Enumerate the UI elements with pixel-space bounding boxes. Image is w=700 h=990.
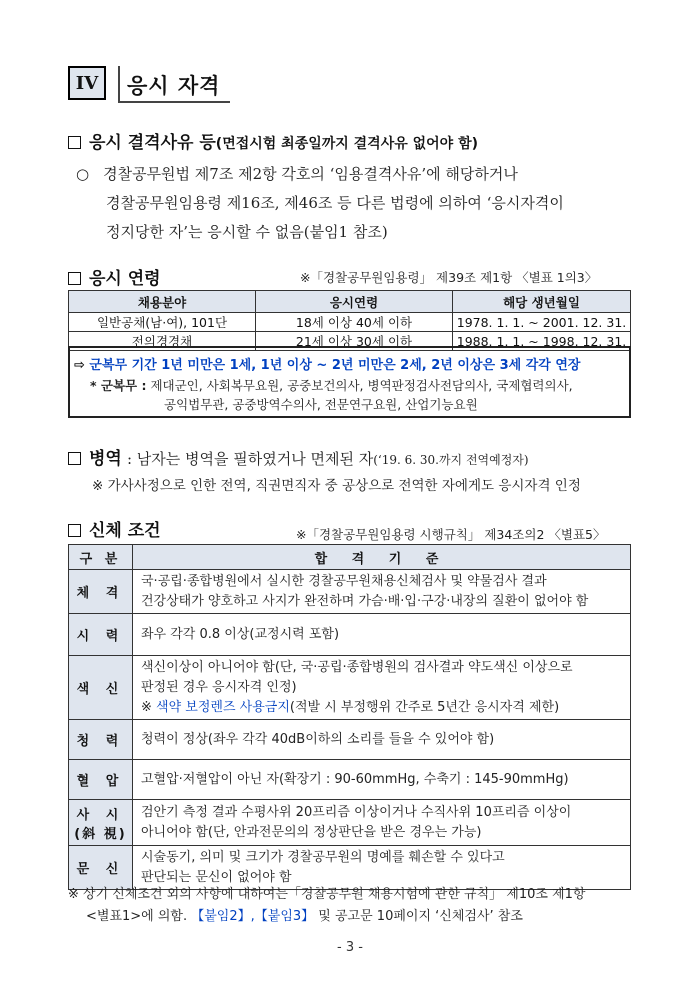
section-divider bbox=[118, 66, 120, 102]
physical-col-category: 구 분 bbox=[69, 545, 133, 570]
military-extension-note: 군복무 기간 1년 미만은 1세, 1년 이상 ~ 2년 미만은 2세, 2년 이상은 3세 각각 연장 bbox=[89, 358, 581, 373]
military-note: ※ 가사사정으로 인한 전역, 직권면직자 중 공상으로 전역한 자에게도 응시자격 인정 bbox=[92, 478, 581, 494]
section-title: 응시 자격 bbox=[127, 74, 221, 98]
page-number: - 3 - bbox=[337, 940, 363, 955]
section-number: IV bbox=[68, 66, 106, 100]
table-row: 문 신 시술동기, 의미 및 크기가 경찰공무원의 명예를 훼손할 수 있다고 판단되는 문신이 없어야 함 bbox=[69, 846, 631, 890]
table-row: 체 격 국·공립·종합병원에서 실시한 경찰공무원채용신체검사 및 약물검사 결과 건강상태가 양호하고 사지가 완전하며 가슴·배·입·구강·내장의 질환이 없어야 함 bbox=[69, 570, 631, 614]
table-row: 일반공채(남·여), 101단 18세 이상 40세 이하 1978. 1. 1. ~ 2001. 12. 31. bbox=[69, 313, 631, 332]
checkbox-square-icon bbox=[68, 524, 81, 537]
table-row: 혈 압 고혈압·저혈압이 아닌 자(확장기 : 90-60mmHg, 수축기 : 145-90mmHg) bbox=[69, 760, 631, 800]
age-col-field: 채용분야 bbox=[69, 291, 256, 313]
checkbox-square-icon bbox=[68, 452, 81, 465]
physical-footer-note: ※ 상기 신체조건 외의 사항에 대하여는「경찰공무원 채용시험에 관한 규칙」 제10조 제1항 <별표1>에 의함. 【붙임2】,【붙임3】 및 공고문 10페이지 ‘신체검사’ 참조 bbox=[68, 887, 586, 924]
military-service-note-box: ⇨ 군복무 기간 1년 미만은 1세, 1년 이상 ~ 2년 미만은 2세, 2년 이상은 3세 각각 연장 * 군복무 : 제대군인, 사회복무요원, 공중보건의사, 병역판정검사전담의사, 국제협력의사, 공익법무관, 공중방역수의사, 전문연구요원, 산업기능요원 bbox=[68, 346, 631, 418]
table-row: 시 력 좌우 각각 0.8 이상(교정시력 포함) bbox=[69, 614, 631, 656]
disqualification-heading: 응시 결격사유 등(면접시험 최종일까지 결격사유 없어야 함) bbox=[68, 128, 478, 153]
color-lens-ban-note: 색약 보정렌즈 사용금지 bbox=[156, 699, 290, 715]
age-heading: 응시 연령 bbox=[68, 264, 161, 289]
table-row: 색 신 색신이상이 아니어야 함(단, 국·공립·종합병원의 검사결과 약도색신 이상으로 판정된 경우 응시자격 인정) ※ 색약 보정렌즈 사용금지(적발 시 부정행위 간주로 5년간 응시자격 제한) bbox=[69, 656, 631, 720]
table-row: 사 시 (斜 視) 검안기 측정 결과 수평사위 20프리즘 이상이거나 수직사위 10프리즘 이상이 아니어야 함(단, 안과전문의의 정상판단을 받은 경우는 가능) bbox=[69, 800, 631, 846]
checkbox-square-icon bbox=[68, 136, 81, 149]
physical-heading: 신체 조건 bbox=[68, 516, 161, 541]
age-col-age: 응시연령 bbox=[256, 291, 453, 313]
physical-col-criteria: 합 격 기 준 bbox=[133, 545, 631, 570]
military-heading: 병역 : 남자는 병역을 필하였거나 면제된 자(‘19. 6. 30.까지 전역예정자) bbox=[68, 444, 529, 469]
physical-table bbox=[68, 544, 631, 890]
section-underline bbox=[118, 101, 230, 103]
physical-reference: ※「경찰공무원임용령 시행규칙」 제34조의2 〈별표5〉 bbox=[296, 527, 606, 542]
age-reference: ※「경찰공무원임용령」 제39조 제1항 〈별표 1의3〉 bbox=[300, 270, 598, 285]
age-col-birth: 해당 생년월일 bbox=[453, 291, 631, 313]
table-row: 청 력 청력이 정상(좌우 각각 40dB이하의 소리를 들을 수 있어야 함) bbox=[69, 720, 631, 760]
table-row: 전의경경채 21세 이상 30세 이하 1988. 1. 1. ~ 1998. 12. 31. bbox=[69, 332, 631, 351]
checkbox-square-icon bbox=[68, 272, 81, 285]
arrow-right-icon: ⇨ bbox=[74, 358, 90, 373]
age-table bbox=[68, 290, 631, 351]
disqualification-text: ○ 경찰공무원법 제7조 제2항 각호의 ‘임용결격사유’에 해당하거나 경찰공무원임용령 제16조, 제46조 등 다른 법령에 의하여 ‘응시자격이 정지당한 자’는 응시할 수 없음(붙임1 참조) bbox=[76, 165, 564, 241]
